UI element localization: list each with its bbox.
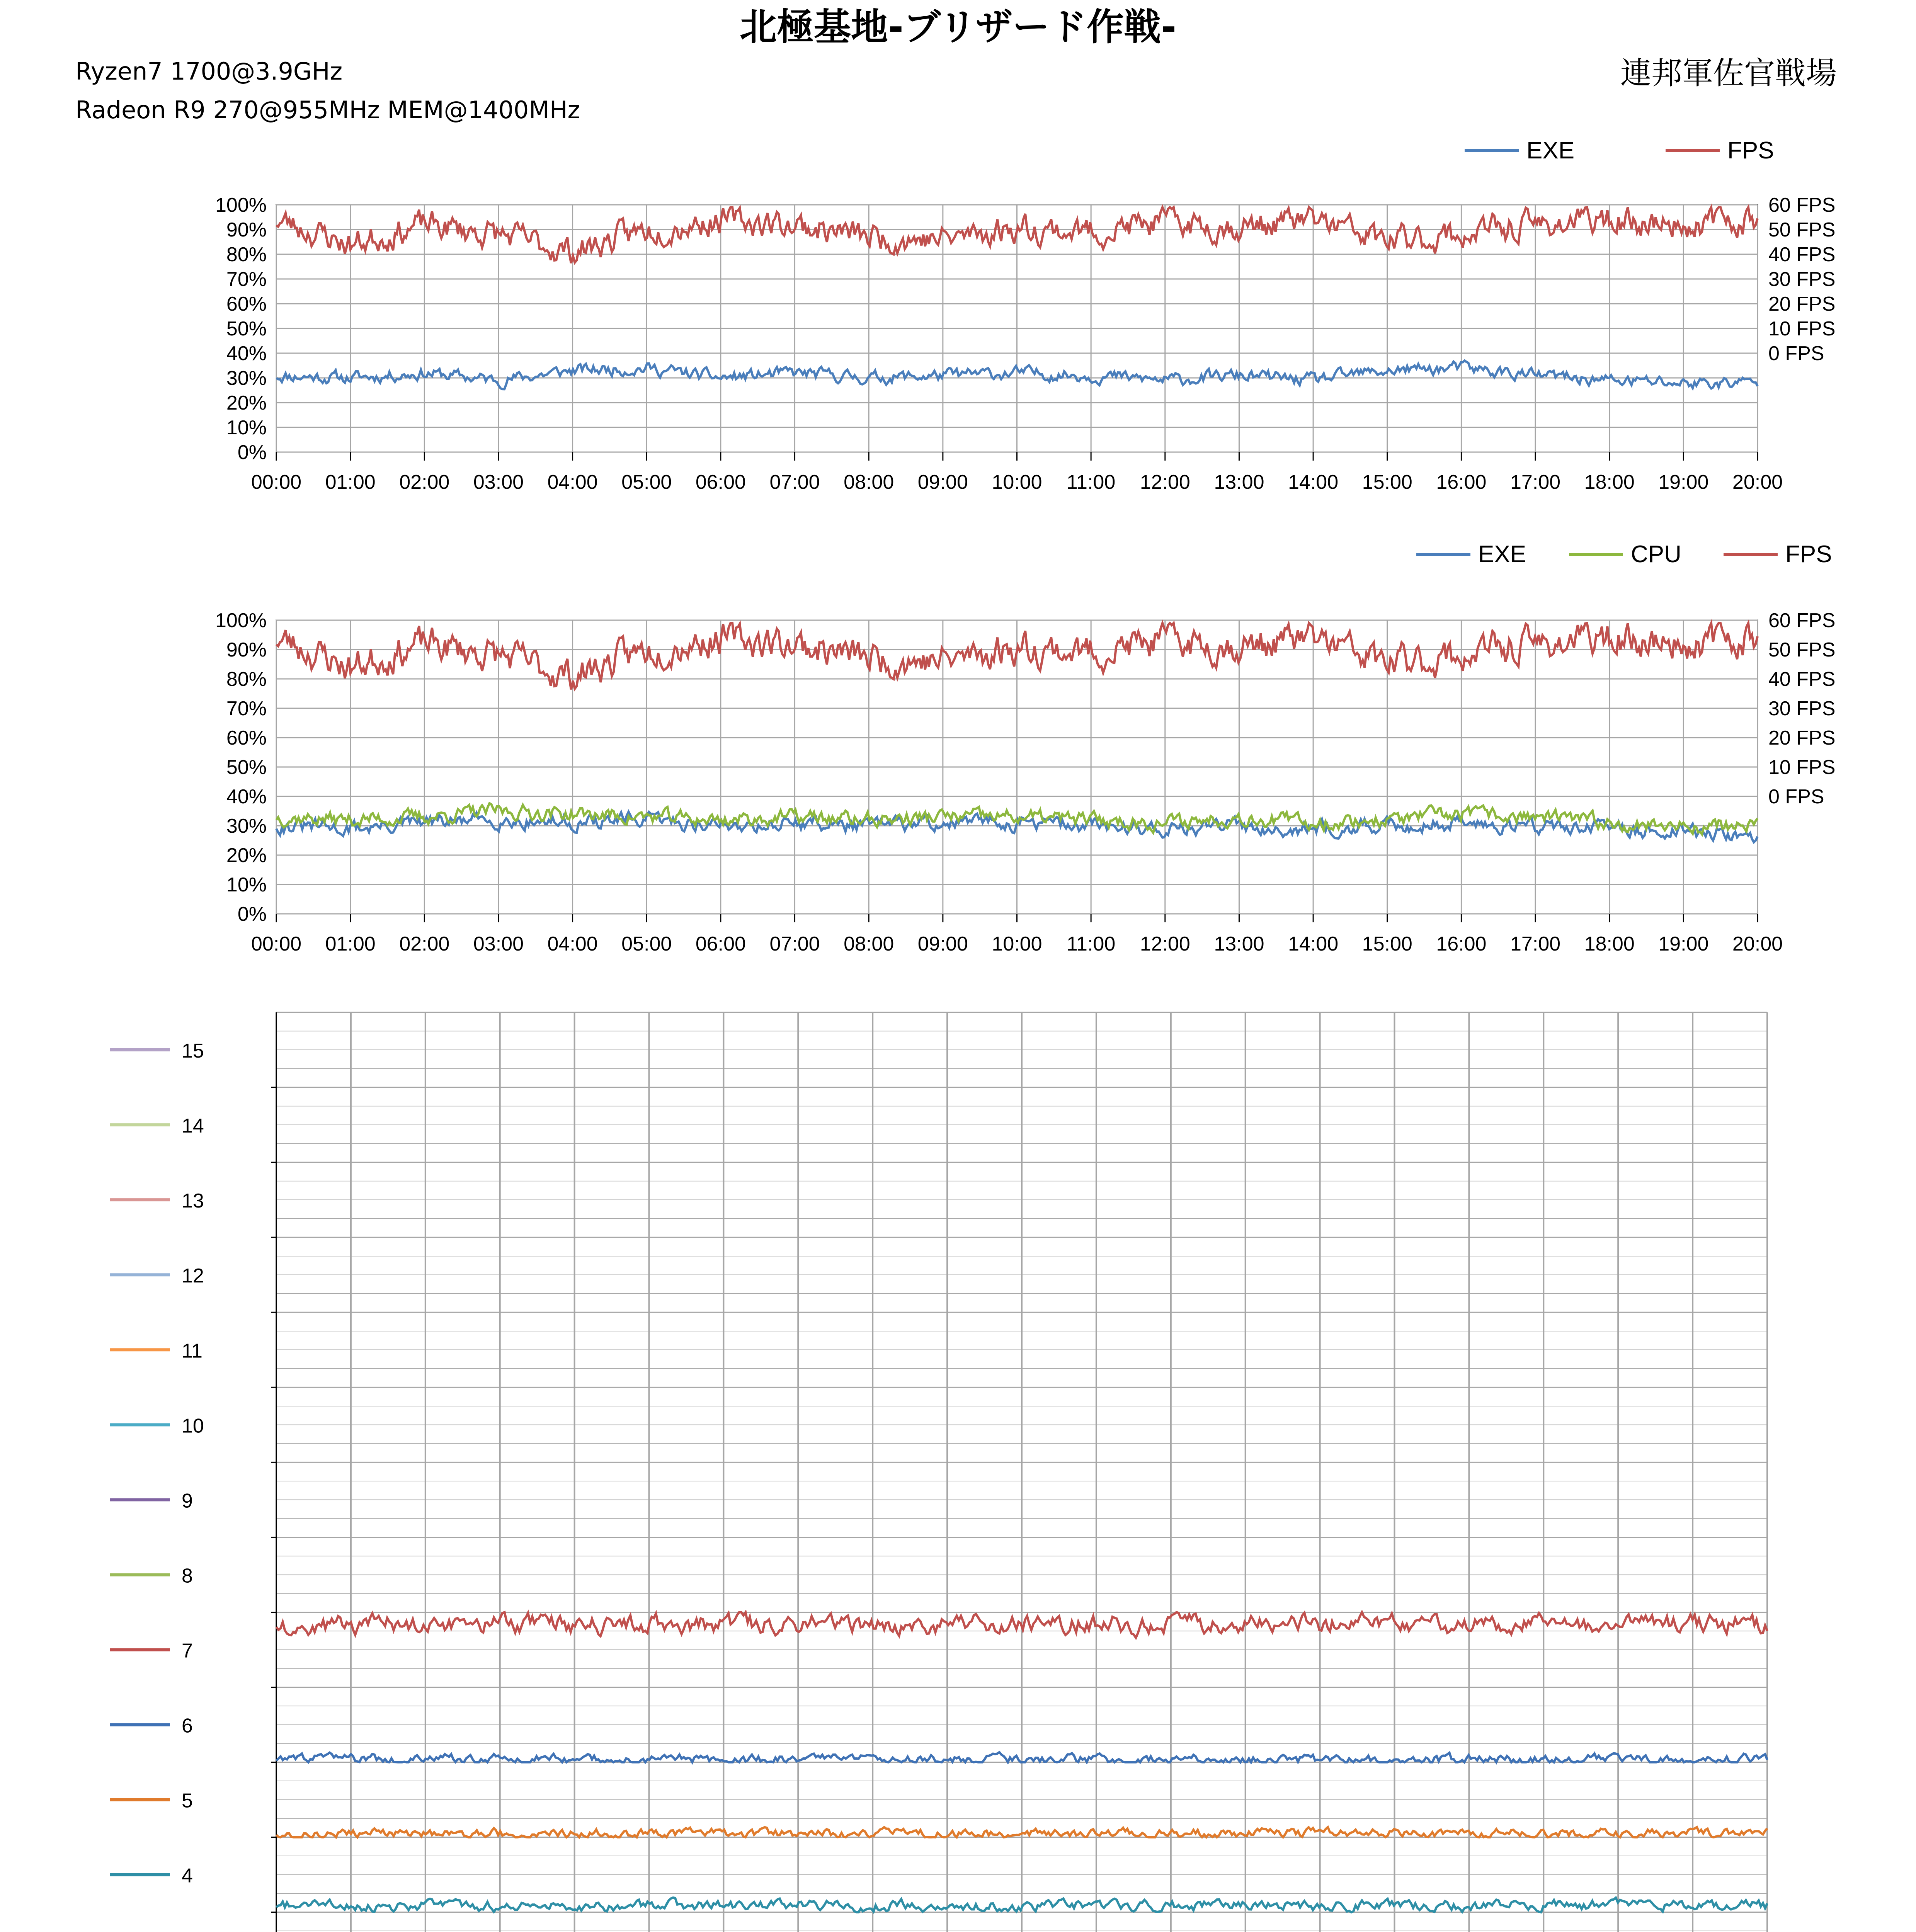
x-tick-label: 19:00 [1658,471,1709,493]
y2-tick-label: 30 FPS [1768,268,1836,291]
x-tick-label: 09:00 [917,471,968,493]
legend-core-13-label: 13 [182,1190,204,1213]
x-tick-label: 10:00 [992,471,1042,493]
chart2-plot [215,609,1835,955]
page-title: 北極基地-ブリザード作戦- [740,5,1176,49]
y2-tick-label: 60 FPS [1768,194,1836,216]
x-tick-label: 01:00 [325,471,376,493]
x-tick-label: 05:00 [621,933,672,955]
y2-tick-label: 10 FPS [1768,756,1836,779]
x-tick-label: 04:00 [547,471,598,493]
y-tick-label: 20% [226,392,267,414]
x-tick-label: 00:00 [251,471,302,493]
legend-core-4-label: 4 [182,1864,193,1887]
legend-core-15-label: 15 [182,1040,204,1063]
chart2-legend [1416,541,1832,568]
legend-core-8-label: 8 [182,1565,193,1587]
x-tick-label: 09:00 [917,933,968,955]
x-tick-label: 13:00 [1214,933,1264,955]
y-tick-label: 30% [226,815,267,837]
legend-fps-label: FPS [1785,541,1832,568]
x-tick-label: 20:00 [1732,933,1783,955]
x-tick-label: 02:00 [399,933,450,955]
y2-tick-label: 60 FPS [1768,609,1836,632]
x-tick-label: 19:00 [1658,933,1709,955]
legend-core-14-label: 14 [182,1115,204,1138]
y-tick-label: 80% [226,243,267,266]
legend-fps-label: FPS [1727,137,1774,164]
x-tick-label: 17:00 [1510,471,1561,493]
y2-tick-label: 30 FPS [1768,697,1836,720]
y2-tick-label: 20 FPS [1768,293,1836,315]
legend-core-5-label: 5 [182,1789,193,1812]
y-tick-label: 70% [226,697,267,720]
x-tick-label: 03:00 [473,471,524,493]
x-tick-label: 06:00 [695,471,746,493]
x-tick-label: 14:00 [1288,471,1339,493]
y2-tick-label: 10 FPS [1768,318,1836,340]
x-tick-label: 16:00 [1436,471,1487,493]
core-usage-chart [0,997,1916,1932]
y-tick-label: 50% [226,318,267,340]
x-tick-label: 12:00 [1140,471,1190,493]
x-tick-label: 12:00 [1140,933,1190,955]
y-tick-label: 50% [226,756,267,779]
x-tick-label: 16:00 [1436,933,1487,955]
legend-cpu-label: CPU [1631,541,1681,568]
y2-tick-label: 0 FPS [1768,342,1824,365]
legend-exe-label: EXE [1478,541,1526,568]
x-tick-label: 05:00 [621,471,672,493]
cpu-spec: Ryzen7 1700@3.9GHz [75,57,343,85]
exe-fps-chart [0,116,1916,526]
legend-core-11-label: 11 [182,1340,202,1362]
y-tick-label: 70% [226,268,267,291]
y2-tick-label: 40 FPS [1768,668,1836,690]
legend-core-9-label: 9 [182,1490,193,1512]
x-tick-label: 10:00 [992,933,1042,955]
chart1-plot [215,194,1835,493]
y2-tick-label: 40 FPS [1768,243,1836,266]
y-tick-label: 80% [226,668,267,690]
y-tick-label: 40% [226,342,267,365]
y-tick-label: 40% [226,786,267,808]
x-tick-label: 02:00 [399,471,450,493]
x-tick-label: 13:00 [1214,471,1264,493]
chart3-plot [251,1012,1792,1932]
y-tick-label: 10% [226,874,267,896]
x-tick-label: 04:00 [547,933,598,955]
x-tick-label: 07:00 [769,933,820,955]
x-tick-label: 20:00 [1732,471,1783,493]
gpu-spec: Radeon R9 270@955MHz MEM@1400MHz [75,96,580,124]
y2-tick-label: 0 FPS [1768,786,1824,808]
y-tick-label: 60% [226,727,267,749]
legend-core-12-label: 12 [182,1265,204,1287]
y-tick-label: 20% [226,844,267,867]
exe-cpu-fps-chart [0,522,1916,966]
map-name: 連邦軍佐官戦場 [1620,55,1837,91]
y-tick-label: 0% [237,903,267,925]
y2-tick-label: 50 FPS [1768,219,1836,241]
core-legend [110,1040,204,1932]
x-tick-label: 00:00 [251,933,302,955]
legend-core-6-label: 6 [182,1714,193,1737]
y2-tick-label: 50 FPS [1768,639,1836,661]
x-tick-label: 15:00 [1362,471,1412,493]
x-tick-label: 03:00 [473,933,524,955]
x-tick-label: 06:00 [695,933,746,955]
legend-core-10-label: 10 [182,1415,204,1437]
x-tick-label: 07:00 [769,471,820,493]
legend-exe-label: EXE [1526,137,1575,164]
x-tick-label: 08:00 [844,471,894,493]
x-tick-label: 08:00 [844,933,894,955]
x-tick-label: 11:00 [1067,933,1116,955]
x-tick-label: 14:00 [1288,933,1339,955]
x-tick-label: 15:00 [1362,933,1412,955]
y-tick-label: 60% [226,293,267,315]
chart1-legend [1465,137,1774,164]
x-tick-label: 18:00 [1584,471,1635,493]
y-tick-label: 0% [237,441,267,464]
legend-core-7-label: 7 [182,1639,193,1662]
x-tick-label: 18:00 [1584,933,1635,955]
y-tick-label: 100% [215,194,267,216]
x-tick-label: 17:00 [1510,933,1561,955]
y-tick-label: 10% [226,417,267,439]
y2-tick-label: 20 FPS [1768,727,1836,749]
y-tick-label: 90% [226,639,267,661]
y-tick-label: 90% [226,219,267,241]
y-tick-label: 100% [215,609,267,632]
x-tick-label: 01:00 [325,933,376,955]
x-tick-label: 11:00 [1067,471,1116,493]
y-tick-label: 30% [226,367,267,389]
